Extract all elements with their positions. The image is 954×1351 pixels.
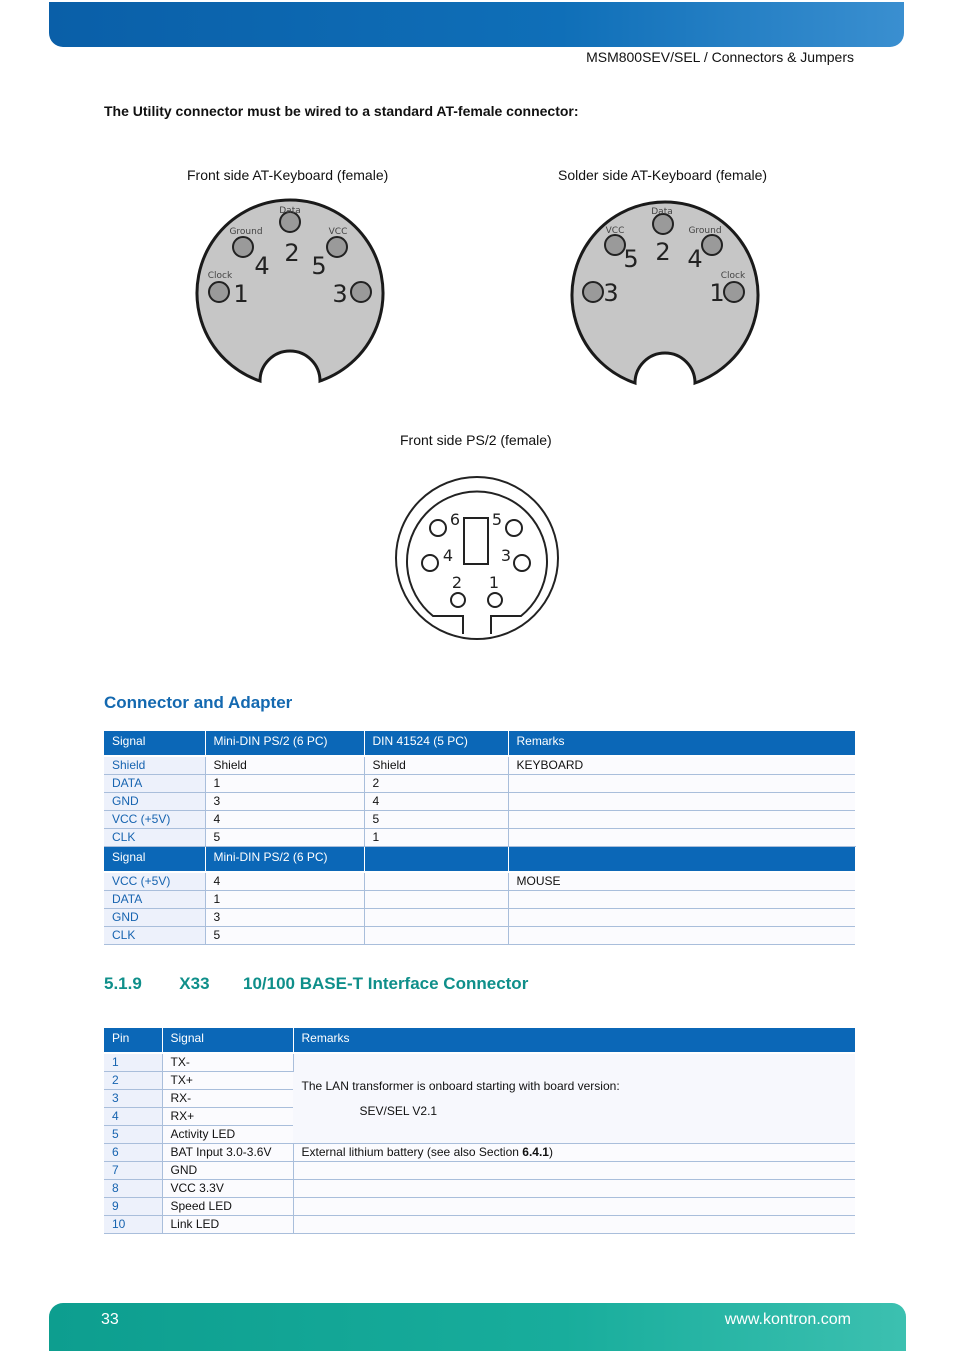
signal-cell: RX+ [162, 1108, 293, 1126]
header-cell: DIN 41524 (5 PC) [364, 731, 508, 756]
table-row [104, 756, 855, 775]
signal-cell: Speed LED [162, 1198, 293, 1216]
lan-table [104, 1028, 856, 1234]
pin-5-hole [605, 235, 625, 255]
cell: 4 [205, 811, 364, 829]
footer-bar [49, 1303, 906, 1351]
pin-3-hole [351, 282, 371, 302]
pin-cell: 10 [104, 1216, 162, 1234]
pin-label: Data [651, 207, 673, 217]
cell: 4 [364, 793, 508, 811]
cell [364, 891, 508, 909]
battery-remark-text: External lithium battery (see also Section [301, 1145, 523, 1159]
pin-3-hole [583, 282, 603, 302]
pin-label: VCC [605, 226, 625, 236]
signal-cell: TX- [162, 1053, 293, 1072]
section-reference: 6.4.1 [522, 1145, 549, 1159]
cell: 4 [205, 872, 364, 891]
pin-label: Clock [720, 271, 746, 281]
ps2-center-key [464, 518, 488, 564]
signal-cell: TX+ [162, 1072, 293, 1090]
remarks-cell [293, 1162, 855, 1180]
remarks-cell [508, 793, 855, 811]
pin-2-hole [653, 214, 673, 234]
signal-cell: DATA [104, 775, 205, 793]
header-cell: Signal [104, 847, 205, 873]
header-cell: Remarks [508, 731, 855, 756]
lan-section-title [104, 974, 528, 994]
signal-cell: VCC (+5V) [104, 811, 205, 829]
remarks-cell [293, 1216, 855, 1234]
pin-cell: 1 [104, 1053, 162, 1072]
header-cell [508, 847, 855, 873]
table-row [104, 1053, 855, 1072]
table-row [104, 1198, 855, 1216]
ps2-pin-number: 2 [451, 573, 463, 592]
pin-number: 4 [687, 245, 703, 273]
signal-cell: GND [162, 1162, 293, 1180]
remarks-cell [508, 829, 855, 847]
pin-number: 2 [284, 239, 300, 267]
table-row [104, 1216, 855, 1234]
header-cell: Signal [104, 731, 205, 756]
battery-remark-suffix: ) [548, 1145, 553, 1159]
pin-number: 3 [603, 279, 619, 307]
connector-table [104, 731, 856, 945]
front-at-caption: Front side AT-Keyboard (female) [187, 167, 389, 183]
page-number: 33 [101, 1311, 119, 1328]
table-row [104, 829, 855, 847]
pin-1-hole [209, 282, 229, 302]
header-cell [364, 847, 508, 873]
remarks-cell: KEYBOARD [508, 756, 855, 775]
ps2-caption: Front side PS/2 (female) [400, 432, 552, 448]
table-row [104, 775, 855, 793]
signal-cell: GND [104, 793, 205, 811]
signal-cell: BAT Input 3.0-3.6V [162, 1144, 293, 1162]
pin-cell: 6 [104, 1144, 162, 1162]
ps2-pin-number: 1 [488, 573, 500, 592]
connector-id: X33 [179, 974, 210, 993]
pin-cell: 2 [104, 1072, 162, 1090]
pin-label: Ground [229, 227, 263, 237]
header-cell: Signal [162, 1028, 293, 1053]
table-row [104, 1144, 855, 1162]
document-title: MSM800SEV/SEL / Connectors & Jumpers [586, 49, 854, 65]
solder-at-connector-diagram [565, 197, 765, 392]
lan-remark-cell [293, 1053, 855, 1144]
table-header-row [104, 1028, 855, 1053]
remarks-cell: MOUSE [508, 872, 855, 891]
pin-label: Clock [207, 271, 233, 281]
section-heading: 10/100 BASE-T Interface Connector [243, 974, 529, 993]
pin-label: Ground [688, 226, 722, 236]
cell: Shield [364, 756, 508, 775]
table-header-row [104, 847, 855, 873]
cell: 3 [205, 793, 364, 811]
remarks-cell [508, 891, 855, 909]
cell [364, 909, 508, 927]
table-row [104, 909, 855, 927]
remarks-cell [293, 1180, 855, 1198]
battery-remark-cell [293, 1144, 855, 1162]
signal-cell: DATA [104, 891, 205, 909]
cell: 5 [364, 811, 508, 829]
remarks-cell [508, 927, 855, 945]
pin-5-hole [327, 237, 347, 257]
cell: 5 [205, 829, 364, 847]
pin-4-hole [702, 235, 722, 255]
lan-remark-line2: SEV/SEL V2.1 [359, 1103, 438, 1118]
pin-number: 4 [254, 252, 270, 280]
pin-label: VCC [328, 227, 348, 237]
remarks-cell [508, 811, 855, 829]
cell [364, 872, 508, 891]
remarks-cell [508, 775, 855, 793]
ps2-pin-number: 3 [500, 546, 512, 565]
pin-cell: 3 [104, 1090, 162, 1108]
pin-cell: 5 [104, 1126, 162, 1144]
header-cell: Mini-DIN PS/2 (6 PC) [205, 731, 364, 756]
signal-cell: GND [104, 909, 205, 927]
cell: 5 [205, 927, 364, 945]
pin-4-hole [233, 237, 253, 257]
ps2-pin-number: 4 [442, 546, 454, 565]
cell: 1 [364, 829, 508, 847]
website-link[interactable]: www.kontron.com [724, 1311, 851, 1328]
table-row [104, 811, 855, 829]
table-header-row [104, 731, 855, 756]
cell: 1 [205, 775, 364, 793]
signal-cell: Shield [104, 756, 205, 775]
signal-cell: RX- [162, 1090, 293, 1108]
solder-at-caption: Solder side AT-Keyboard (female) [558, 167, 768, 183]
pin-label: Data [279, 206, 301, 216]
ps2-connector-diagram [393, 474, 561, 642]
cell: 1 [205, 891, 364, 909]
pin-number: 3 [332, 280, 348, 308]
pin-number: 5 [311, 252, 327, 280]
front-at-connector-diagram [190, 195, 390, 390]
ps2-pin-number: 5 [491, 510, 503, 529]
lan-remark-line1: The LAN transformer is onboard starting with board version: [301, 1078, 620, 1093]
table-row [104, 927, 855, 945]
signal-cell: VCC 3.3V [162, 1180, 293, 1198]
signal-cell: Link LED [162, 1216, 293, 1234]
table-row [104, 872, 855, 891]
cell [364, 927, 508, 945]
table-row [104, 1180, 855, 1198]
signal-cell: Activity LED [162, 1126, 293, 1144]
signal-cell: CLK [104, 829, 205, 847]
intro-text: The Utility connector must be wired to a standard AT-female connector: [104, 103, 579, 119]
section-number: 5.1.9 [104, 974, 142, 993]
pin-cell: 4 [104, 1108, 162, 1126]
header-cell: Pin [104, 1028, 162, 1053]
table-row [104, 891, 855, 909]
pin-number: 1 [709, 279, 725, 307]
pin-number: 5 [623, 245, 639, 273]
ps2-pin-number: 6 [449, 510, 461, 529]
pin-cell: 9 [104, 1198, 162, 1216]
pin-number: 2 [655, 238, 671, 266]
pin-number: 1 [233, 280, 249, 308]
signal-cell: VCC (+5V) [104, 872, 205, 891]
signal-cell: CLK [104, 927, 205, 945]
header-bar [49, 2, 904, 47]
cell: Shield [205, 756, 364, 775]
pin-cell: 8 [104, 1180, 162, 1198]
header-cell: Mini-DIN PS/2 (6 PC) [205, 847, 364, 873]
table-row [104, 793, 855, 811]
pin-1-hole [724, 282, 744, 302]
remarks-cell [293, 1198, 855, 1216]
cell: 2 [364, 775, 508, 793]
header-cell: Remarks [293, 1028, 855, 1053]
pin-cell: 7 [104, 1162, 162, 1180]
connector-section-title: Connector and Adapter [104, 693, 293, 712]
table-row [104, 1162, 855, 1180]
cell: 3 [205, 909, 364, 927]
remarks-cell [508, 909, 855, 927]
